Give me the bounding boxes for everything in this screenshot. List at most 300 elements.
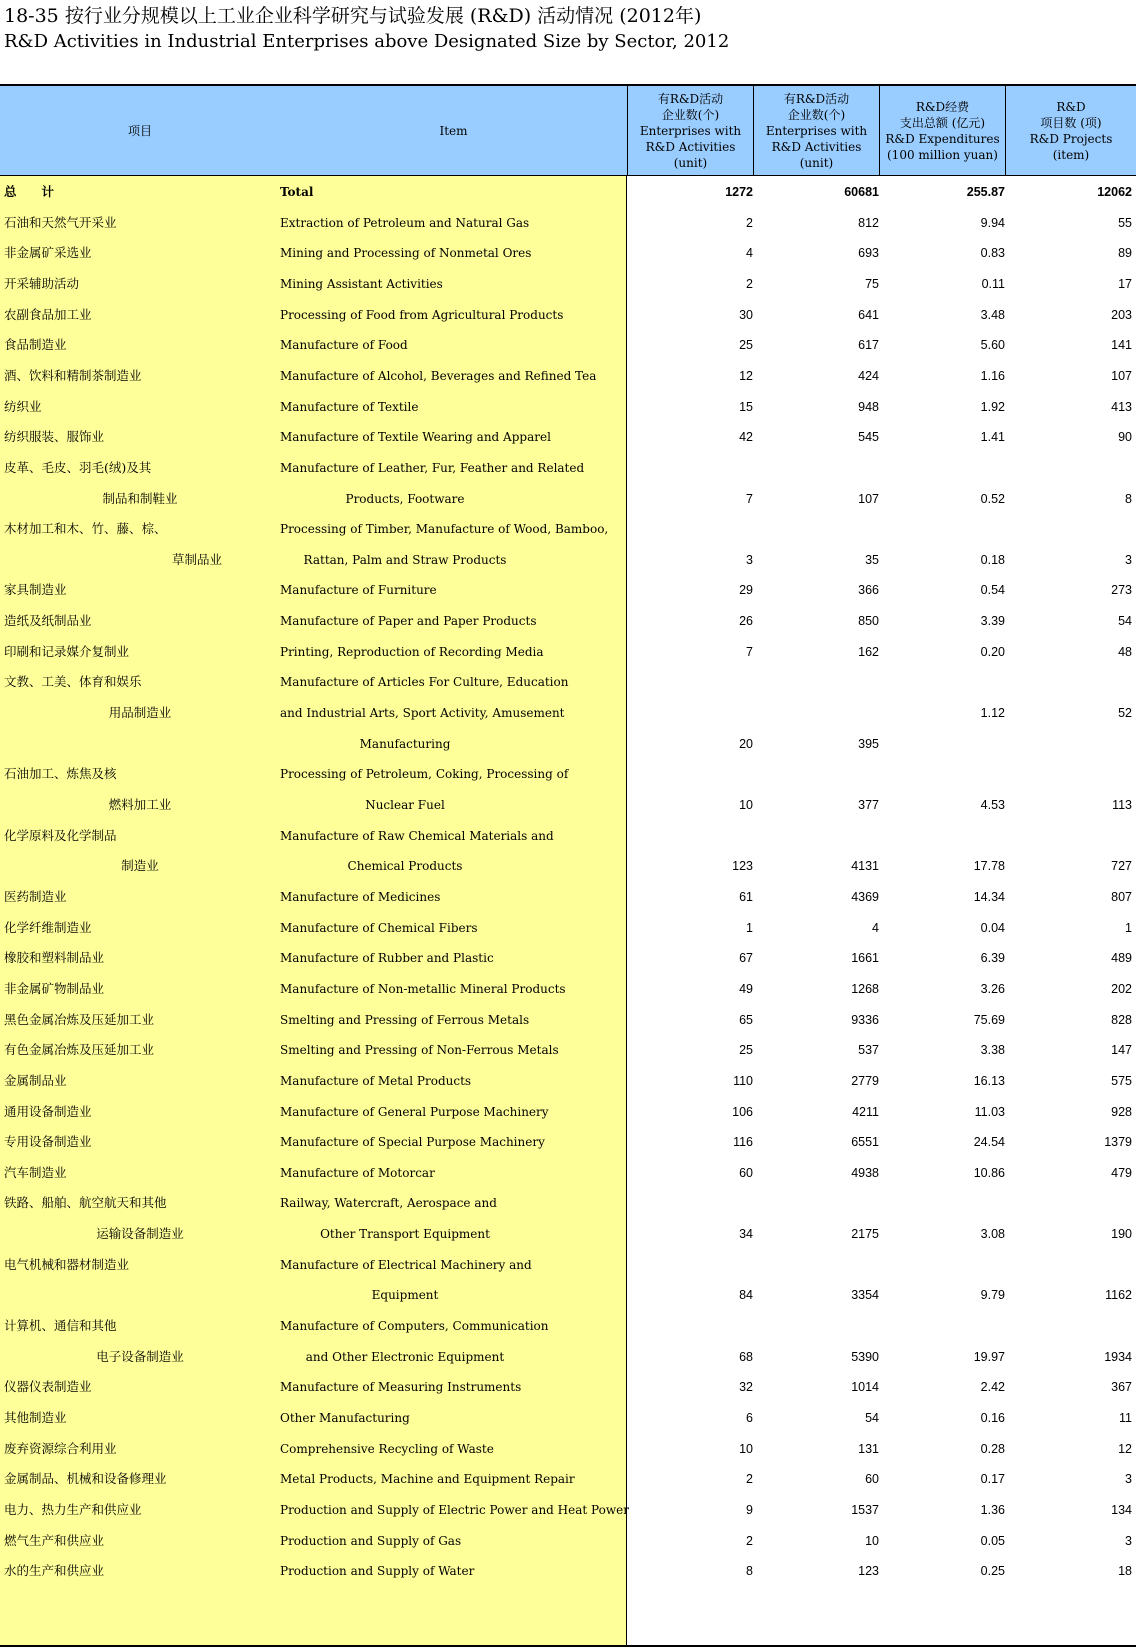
- row-enterprises-value-2: 2175: [851, 1227, 879, 1242]
- row-enterprises-value: 29: [739, 583, 753, 598]
- row-enterprises-value-2: 1537: [851, 1502, 879, 1517]
- row-projects-value: 107: [1111, 368, 1132, 383]
- row-enterprises-value: 3: [746, 552, 753, 567]
- table-row: [0, 973, 1136, 1005]
- row-expenditures-value: 1.36: [980, 1502, 1005, 1517]
- row-projects-value: 828: [1111, 1012, 1132, 1027]
- row-item-chinese: 家具制造业: [4, 582, 67, 598]
- row-enterprises-value-2: 366: [858, 583, 879, 598]
- row-item-english: Production and Supply of Gas: [280, 1533, 462, 1548]
- row-enterprises-value-2: 3354: [851, 1288, 879, 1303]
- row-item-english: Comprehensive Recycling of Waste: [280, 1441, 494, 1456]
- table-row: [0, 207, 1136, 239]
- row-enterprises-value-2: 377: [858, 798, 879, 812]
- row-enterprises-value-2: 812: [858, 215, 879, 230]
- row-item-english: Railway, Watercraft, Aerospace and: [280, 1196, 497, 1211]
- row-enterprises-value-2: 617: [858, 338, 879, 353]
- table-row: [0, 544, 1136, 576]
- table-row: [0, 299, 1136, 331]
- row-expenditures-value: 0.17: [980, 1472, 1005, 1487]
- row-enterprises-value: 25: [739, 1043, 753, 1058]
- row-item-english: Processing of Petroleum, Coking, Processing of: [280, 767, 569, 782]
- row-item-english: Products, Footware: [345, 491, 465, 506]
- row-enterprises-value-2: 35: [865, 552, 879, 567]
- table-row: [0, 1249, 1136, 1281]
- row-item-english: and Other Electronic Equipment: [305, 1349, 505, 1364]
- table-row: [0, 1402, 1136, 1434]
- row-enterprises-value-2: 1268: [851, 981, 879, 996]
- row-projects-value: 1162: [1105, 1288, 1132, 1303]
- row-item-chinese: 印刷和记录媒介复制业: [4, 643, 130, 659]
- row-projects-value: 190: [1111, 1227, 1132, 1242]
- row-enterprises-value: 60: [739, 1165, 753, 1180]
- row-item-chinese: 仪器仪表制造业: [4, 1379, 92, 1395]
- table-row: [0, 850, 1136, 882]
- row-expenditures-value: 0.20: [980, 644, 1005, 659]
- row-expenditures-value: 19.97: [973, 1349, 1005, 1364]
- row-item-chinese: 用品制造业: [108, 705, 172, 721]
- header-line: R&D Projects: [1029, 131, 1113, 146]
- row-item-english: Manufacture of Alcohol, Beverages and Refined Tea: [280, 368, 597, 383]
- row-item-chinese: 文教、工美、体育和娱乐: [4, 674, 142, 690]
- row-item-english: Production and Supply of Electric Power and Heat Power: [280, 1502, 629, 1517]
- row-enterprises-value-2: 10: [865, 1533, 879, 1548]
- header-line: R&D Activities: [645, 139, 736, 154]
- row-item-english: Smelting and Pressing of Non-Ferrous Metals: [280, 1043, 559, 1058]
- row-enterprises-value-2: 9336: [851, 1012, 879, 1027]
- row-item-chinese: 金属制品、机械和设备修理业: [4, 1471, 167, 1487]
- row-enterprises-value-2: 641: [858, 307, 879, 322]
- row-item-chinese: 金属制品业: [4, 1072, 67, 1088]
- row-enterprises-value-2: 850: [858, 614, 879, 629]
- row-item-chinese: 黑色金属冶炼及压延加工业: [4, 1011, 155, 1027]
- row-expenditures-value: 0.04: [980, 920, 1005, 935]
- row-expenditures-value: 14.34: [973, 889, 1005, 904]
- row-item-english: Smelting and Pressing of Ferrous Metals: [280, 1012, 530, 1027]
- row-item-english: Manufacture of Articles For Culture, Education: [280, 675, 569, 690]
- table-row: [0, 1555, 1136, 1587]
- table-row: [0, 1310, 1136, 1342]
- table-row: [0, 1525, 1136, 1557]
- row-expenditures-value: 0.52: [980, 491, 1005, 506]
- header-line: R&D Expenditures: [885, 131, 1000, 146]
- row-enterprises-value: 12: [739, 368, 753, 383]
- row-item-english: Manufacture of Special Purpose Machinery: [280, 1135, 545, 1150]
- header-line: (100 million yuan): [887, 147, 998, 162]
- row-projects-value: 8: [1125, 491, 1132, 506]
- row-item-english: Manufacture of General Purpose Machinery: [280, 1104, 549, 1119]
- row-item-english: Manufacture of Leather, Fur, Feather and Related: [280, 460, 585, 475]
- row-item-chinese: 燃气生产和供应业: [4, 1532, 105, 1548]
- header-line: 企业数(个): [787, 107, 846, 122]
- row-item-chinese: 运输设备制造业: [96, 1226, 184, 1242]
- table-row: [0, 820, 1136, 852]
- header-line: (unit): [799, 155, 834, 170]
- row-enterprises-value-2: 424: [858, 368, 879, 383]
- row-item-english: Extraction of Petroleum and Natural Gas: [280, 215, 530, 230]
- row-item-chinese: 汽车制造业: [4, 1164, 67, 1180]
- row-expenditures-value: 11.03: [974, 1104, 1005, 1119]
- table-body: [0, 176, 1136, 1647]
- row-enterprises-value: 123: [732, 859, 753, 874]
- row-expenditures-value: 3.48: [980, 307, 1005, 322]
- row-enterprises-value: 67: [739, 951, 753, 966]
- row-projects-value: 479: [1111, 1165, 1132, 1180]
- row-item-english: Manufacture of Computers, Communication: [280, 1319, 549, 1334]
- row-expenditures-value: 10.86: [973, 1165, 1005, 1180]
- row-item-english: Manufacture of Paper and Paper Products: [280, 614, 537, 629]
- row-projects-value: 807: [1111, 889, 1132, 904]
- row-enterprises-value-2: 1014: [851, 1380, 879, 1395]
- row-item-english: Manufacture of Textile Wearing and Apparel: [280, 430, 551, 445]
- row-expenditures-value: 16.13: [973, 1073, 1005, 1088]
- header-rd-projects: [1005, 86, 1136, 175]
- row-item-english: Mining and Processing of Nonmetal Ores: [280, 246, 532, 261]
- row-item-chinese: 废弃资源综合利用业: [4, 1440, 117, 1456]
- row-item-chinese: 制品和制鞋业: [102, 490, 178, 506]
- row-projects-value: 202: [1111, 981, 1132, 996]
- row-enterprises-value: 110: [733, 1073, 753, 1088]
- row-enterprises-value-2: 2779: [851, 1073, 879, 1088]
- row-item-english: Manufacture of Rubber and Plastic: [280, 951, 494, 966]
- row-item-chinese: 专用设备制造业: [4, 1134, 92, 1150]
- row-projects-value: 55: [1118, 215, 1132, 230]
- table-row: [0, 636, 1136, 668]
- row-expenditures-value: 75.69: [973, 1012, 1005, 1027]
- row-enterprises-value-2: 107: [858, 491, 879, 506]
- row-enterprises-value-2: 4369: [851, 889, 879, 904]
- row-enterprises-value-2: 1661: [851, 951, 879, 966]
- row-expenditures-value: 3.08: [980, 1227, 1005, 1242]
- header-line: 有R&D活动: [657, 91, 724, 106]
- row-projects-value: 3: [1125, 1533, 1132, 1548]
- row-enterprises-value: 1: [746, 920, 753, 935]
- row-enterprises-value: 106: [732, 1104, 753, 1119]
- row-item-chinese: 纺织服装、服饰业: [4, 429, 105, 445]
- row-item-english: Manufacture of Metal Products: [280, 1073, 472, 1088]
- row-projects-value: 141: [1111, 338, 1132, 353]
- row-item-chinese: 农副食品加工业: [4, 306, 92, 322]
- row-enterprises-value-2: 4: [872, 920, 879, 935]
- row-enterprises-value: 6: [746, 1411, 753, 1425]
- row-enterprises-value: 8: [746, 1564, 753, 1579]
- row-item-english: Mining Assistant Activities: [280, 276, 443, 291]
- row-item-english: Manufacture of Food: [280, 338, 408, 353]
- row-item-english: Manufacture of Furniture: [280, 583, 437, 598]
- table-row: [0, 1096, 1136, 1128]
- row-projects-value: 413: [1111, 399, 1132, 414]
- table-row: [0, 237, 1136, 269]
- row-projects-value: 147: [1111, 1043, 1132, 1058]
- row-item-english: Manufacture of Medicines: [280, 889, 441, 904]
- row-projects-value: 17: [1118, 276, 1132, 291]
- row-item-chinese: 通用设备制造业: [4, 1103, 92, 1119]
- row-projects-value: 12062: [1097, 185, 1132, 199]
- table-row: [0, 1463, 1136, 1495]
- row-expenditures-value: 3.38: [980, 1043, 1005, 1058]
- row-projects-value: 203: [1111, 307, 1132, 322]
- row-item-english: Manufacture of Raw Chemical Materials and: [280, 828, 554, 843]
- row-enterprises-value: 1272: [725, 185, 753, 199]
- table-row: [0, 574, 1136, 606]
- page-title-english: R&D Activities in Industrial Enterprises above Designated Size by Sector, 2012: [4, 31, 730, 52]
- header-line: R&D经费: [915, 99, 970, 114]
- row-item-english: Manufacturing: [359, 736, 451, 751]
- row-item-chinese: 有色金属冶炼及压延加工业: [4, 1042, 155, 1058]
- row-projects-value: 3: [1125, 1472, 1132, 1487]
- table-header: [0, 84, 1136, 176]
- row-item-chinese: 燃料加工业: [108, 797, 172, 812]
- row-item-chinese: 水的生产和供应业: [4, 1563, 105, 1579]
- row-projects-value: 89: [1118, 246, 1132, 261]
- row-projects-value: 12: [1118, 1441, 1132, 1456]
- row-enterprises-value-2: 60681: [844, 185, 879, 199]
- row-enterprises-value: 2: [746, 215, 753, 230]
- row-item-english: Manufacture of Chemical Fibers: [280, 920, 478, 935]
- header-line: (unit): [673, 155, 708, 170]
- row-expenditures-value: 3.39: [980, 614, 1005, 629]
- table-row: [0, 1126, 1136, 1158]
- table-row: [0, 421, 1136, 453]
- row-item-chinese: 化学原料及化学制品: [4, 827, 117, 843]
- header-line: 有R&D活动: [783, 91, 850, 106]
- table-row: [0, 1034, 1136, 1066]
- row-item-chinese: 开采辅助活动: [4, 275, 80, 291]
- row-enterprises-value: 7: [746, 491, 753, 506]
- row-enterprises-value-2: 75: [865, 276, 879, 291]
- row-item-english: Production and Supply of Water: [280, 1564, 475, 1579]
- table-row: [0, 1187, 1136, 1219]
- row-enterprises-value: 49: [739, 981, 753, 996]
- header-line: Enterprises with: [639, 123, 742, 138]
- row-expenditures-value: 0.28: [980, 1441, 1005, 1456]
- table-row: [0, 452, 1136, 484]
- row-item-english: Manufacture of Non-metallic Mineral Products: [280, 981, 566, 996]
- row-projects-value: 134: [1111, 1502, 1132, 1517]
- row-enterprises-value: 10: [739, 1441, 753, 1456]
- table-row: [0, 1494, 1136, 1526]
- row-item-english: Manufacture of Textile: [280, 399, 419, 414]
- row-projects-value: 48: [1118, 644, 1132, 659]
- row-projects-value: 1: [1125, 920, 1132, 935]
- row-enterprises-value-2: 4938: [851, 1165, 879, 1180]
- header-enterprises-with-rd: [627, 86, 753, 175]
- row-item-chinese: 橡胶和塑料制品业: [4, 950, 105, 966]
- row-enterprises-value-2: 131: [858, 1441, 879, 1456]
- page-title-chinese: 18-35 按行业分规模以上工业企业科学研究与试验发展 (R&D) 活动情况 (2012年): [4, 5, 702, 27]
- header-line: R&D: [1056, 99, 1086, 114]
- table-row: [0, 789, 1136, 821]
- row-expenditures-value: 0.11: [981, 276, 1005, 291]
- rd-activities-table: [0, 84, 1136, 1647]
- row-projects-value: 273: [1111, 583, 1132, 598]
- row-enterprises-value: 2: [746, 1533, 753, 1548]
- row-enterprises-value-2: 537: [858, 1043, 879, 1058]
- row-expenditures-value: 1.92: [980, 399, 1005, 414]
- row-enterprises-value: 20: [739, 736, 753, 751]
- row-enterprises-value: 116: [733, 1135, 753, 1150]
- header-line: 支出总额 (亿元): [899, 115, 986, 130]
- row-item-chinese: 草制品业: [171, 551, 222, 567]
- row-enterprises-value: 42: [739, 430, 753, 445]
- row-item-chinese: 电力、热力生产和供应业: [4, 1501, 142, 1517]
- row-item-english: Manufacture of Motorcar: [280, 1165, 435, 1180]
- table-row: [0, 513, 1136, 545]
- row-projects-value: 367: [1111, 1380, 1132, 1395]
- table-row: [0, 176, 1136, 208]
- row-enterprises-value: 26: [739, 614, 753, 629]
- row-projects-value: 3: [1125, 552, 1132, 567]
- row-item-english: Rattan, Palm and Straw Products: [303, 552, 507, 567]
- row-enterprises-value: 10: [739, 798, 753, 812]
- row-item-chinese: 非金属矿采选业: [4, 245, 92, 261]
- row-expenditures-value: 0.05: [980, 1533, 1005, 1548]
- row-item-chinese: 总 计: [4, 184, 55, 199]
- row-enterprises-value-2: 6551: [851, 1135, 879, 1150]
- table-row: [0, 728, 1136, 760]
- table-row: [0, 391, 1136, 423]
- row-projects-value: 11: [1119, 1411, 1132, 1425]
- row-expenditures-value: 6.39: [980, 951, 1005, 966]
- row-enterprises-value-2: 54: [865, 1411, 879, 1425]
- table-row: [0, 1371, 1136, 1403]
- row-enterprises-value: 61: [739, 889, 753, 904]
- header-item-english: Item: [439, 123, 468, 138]
- row-expenditures-value: 9.79: [980, 1288, 1005, 1303]
- row-item-chinese: 制造业: [121, 858, 159, 874]
- row-item-english: Manufacture of Electrical Machinery and: [280, 1257, 532, 1272]
- row-item-english: Manufacture of Measuring Instruments: [280, 1380, 522, 1395]
- row-projects-value: 54: [1118, 614, 1132, 629]
- row-item-chinese: 其他制造业: [4, 1410, 67, 1425]
- table-row: [0, 360, 1136, 392]
- table-row: [0, 912, 1136, 944]
- row-item-chinese: 酒、饮料和精制茶制造业: [4, 367, 142, 383]
- row-enterprises-value: 34: [739, 1227, 753, 1242]
- row-enterprises-value-2: 693: [858, 246, 879, 261]
- row-expenditures-value: 1.16: [980, 368, 1005, 383]
- row-projects-value: 575: [1111, 1073, 1132, 1088]
- row-item-english: Other Transport Equipment: [320, 1227, 490, 1242]
- table-row: [0, 605, 1136, 637]
- row-item-english: Chemical Products: [347, 859, 463, 874]
- row-expenditures-value: 0.25: [980, 1564, 1005, 1579]
- row-expenditures-value: 0.83: [980, 246, 1005, 261]
- row-projects-value: 727: [1111, 859, 1132, 874]
- row-item-chinese: 铁路、船舶、航空航天和其他: [4, 1195, 167, 1211]
- row-enterprises-value-2: 5390: [851, 1349, 879, 1364]
- row-projects-value: 1934: [1104, 1349, 1132, 1364]
- row-item-chinese: 石油和天然气开采业: [4, 214, 117, 230]
- row-expenditures-value: 0.54: [980, 583, 1005, 598]
- table-row: [0, 1433, 1136, 1465]
- row-expenditures-value: 255.87: [966, 185, 1005, 199]
- row-item-chinese: 医药制造业: [4, 888, 67, 904]
- row-item-chinese: 电子设备制造业: [96, 1348, 184, 1364]
- row-item-english: Total: [280, 185, 314, 199]
- row-item-chinese: 食品制造业: [4, 337, 67, 353]
- row-projects-value: 489: [1111, 951, 1132, 966]
- row-enterprises-value: 2: [746, 276, 753, 291]
- row-projects-value: 113: [1112, 798, 1132, 812]
- row-enterprises-value-2: 162: [858, 644, 879, 659]
- row-item-chinese: 非金属矿物制品业: [4, 980, 105, 996]
- table-row: [0, 666, 1136, 698]
- row-item-english: Printing, Reproduction of Recording Media: [280, 644, 544, 659]
- row-enterprises-value: 65: [739, 1012, 753, 1027]
- table-row: [0, 758, 1136, 790]
- row-enterprises-value-2: 948: [858, 399, 879, 414]
- table-bottom-rule: [0, 1645, 1136, 1647]
- row-item-english: Other Manufacturing: [280, 1411, 410, 1425]
- row-projects-value: 928: [1111, 1104, 1132, 1119]
- row-enterprises-value: 84: [739, 1288, 753, 1303]
- row-expenditures-value: 5.60: [980, 338, 1005, 353]
- row-expenditures-value: 0.18: [980, 552, 1005, 567]
- table-row: [0, 881, 1136, 913]
- row-enterprises-value: 2: [746, 1472, 753, 1487]
- header-line: (item): [1052, 147, 1090, 162]
- row-expenditures-value: 4.53: [980, 798, 1005, 812]
- row-item-english: Processing of Timber, Manufacture of Wood, Bamboo,: [280, 522, 609, 537]
- row-expenditures-value: 3.26: [980, 981, 1005, 996]
- row-enterprises-value-2: 123: [858, 1564, 879, 1579]
- row-projects-value: 52: [1118, 706, 1132, 721]
- header-enterprises-with-rd-2: [753, 86, 879, 175]
- table-row: [0, 268, 1136, 300]
- table-row: [0, 1218, 1136, 1250]
- table-row: [0, 1065, 1136, 1097]
- row-projects-value: 1379: [1104, 1135, 1132, 1150]
- table-row: [0, 942, 1136, 974]
- table-row: [0, 329, 1136, 361]
- row-expenditures-value: 9.94: [980, 215, 1005, 230]
- row-item-chinese: 皮革、毛皮、羽毛(绒)及其: [4, 459, 152, 475]
- row-expenditures-value: 1.12: [980, 706, 1005, 721]
- row-enterprises-value: 4: [746, 246, 753, 261]
- row-item-english: Nuclear Fuel: [365, 798, 445, 812]
- row-expenditures-value: 0.16: [980, 1411, 1005, 1425]
- row-enterprises-value: 25: [739, 338, 753, 353]
- row-enterprises-value: 32: [739, 1380, 753, 1395]
- row-expenditures-value: 2.42: [980, 1380, 1005, 1395]
- row-enterprises-value-2: 545: [858, 430, 879, 445]
- header-line: R&D Activities: [771, 139, 862, 154]
- row-enterprises-value: 7: [746, 644, 753, 659]
- row-enterprises-value-2: 4131: [851, 859, 879, 874]
- row-item-english: and Industrial Arts, Sport Activity, Amusement: [280, 706, 565, 721]
- row-item-english: Processing of Food from Agricultural Products: [280, 307, 564, 322]
- row-enterprises-value: 9: [746, 1502, 753, 1517]
- row-expenditures-value: 17.78: [973, 859, 1005, 874]
- header-item-chinese: 项目: [127, 123, 152, 138]
- row-enterprises-value: 30: [739, 307, 753, 322]
- row-item-chinese: 计算机、通信和其他: [4, 1318, 117, 1334]
- row-projects-value: 18: [1118, 1564, 1132, 1579]
- row-item-chinese: 纺织业: [4, 398, 42, 414]
- row-item-chinese: 电气机械和器材制造业: [4, 1256, 130, 1272]
- table-row: [0, 1157, 1136, 1189]
- header-line: 项目数 (项): [1040, 115, 1102, 130]
- row-enterprises-value: 68: [739, 1349, 753, 1364]
- table-row: [0, 1341, 1136, 1373]
- table-row: [0, 483, 1136, 515]
- row-item-english: Equipment: [371, 1288, 439, 1303]
- table-row: [0, 697, 1136, 729]
- row-item-chinese: 化学纤维制造业: [4, 919, 92, 935]
- row-enterprises-value: 15: [739, 399, 753, 414]
- header-line: Enterprises with: [765, 123, 868, 138]
